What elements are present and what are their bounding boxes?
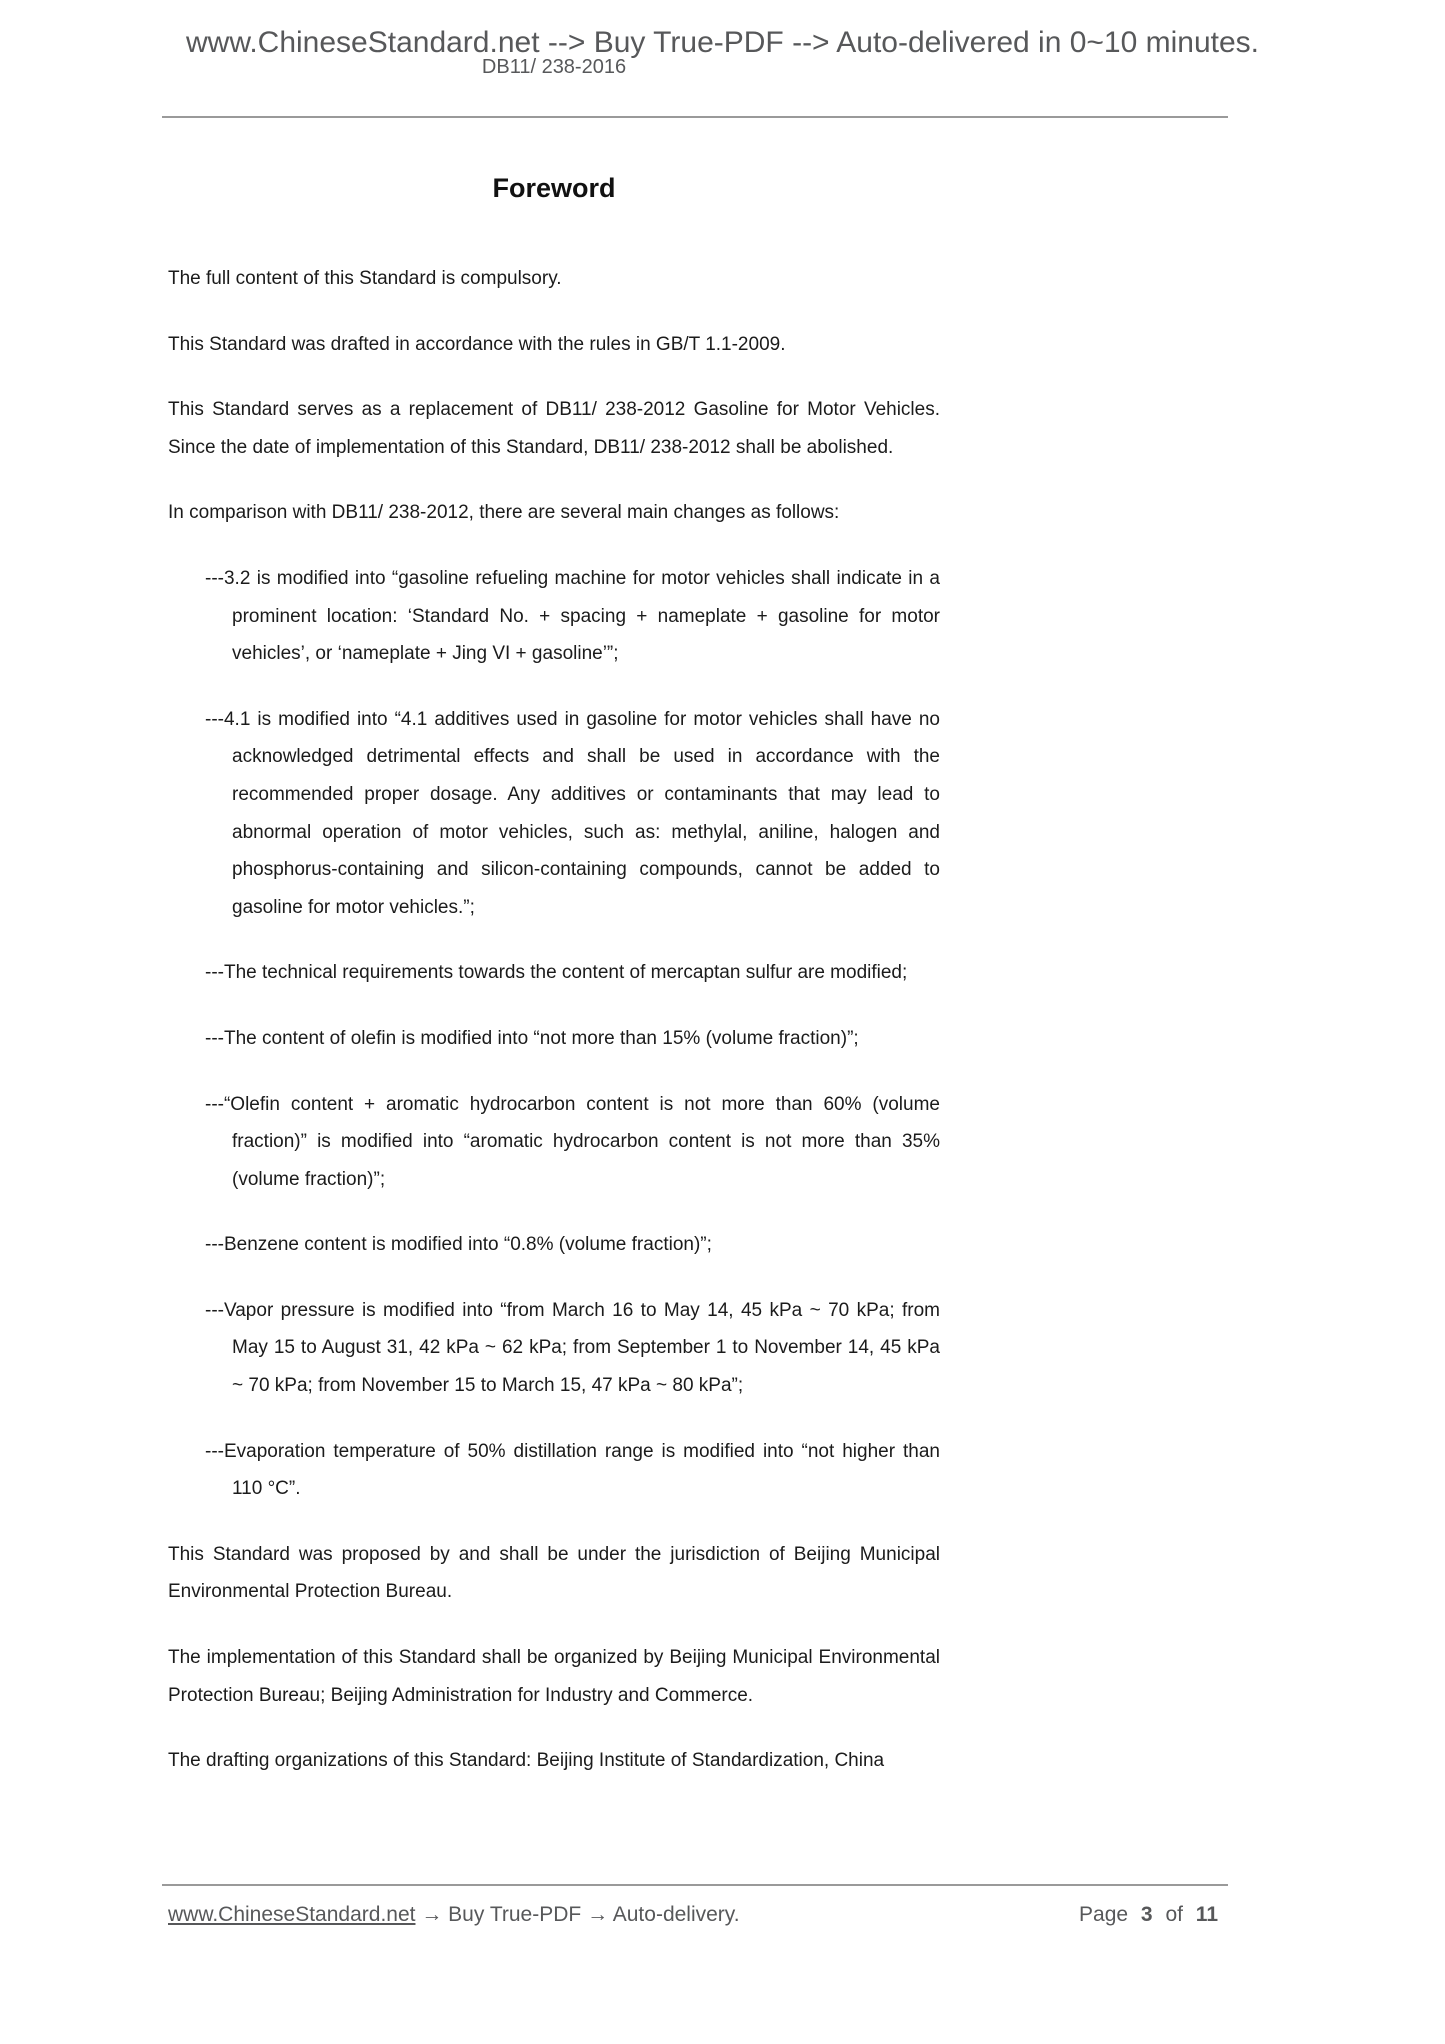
header-divider [162,116,1228,118]
change-item: ---Benzene content is modified into “0.8% (volume fraction)”; [205,1234,712,1256]
footer-buy-text: Buy True-PDF [448,1903,582,1926]
change-item: ---4.1 is modified into “4.1 additives used in gasoline for motor vehicles shall have no acknowledged detrimental effects and shall be used in accordance with the recommended proper dosage. Any additives or contaminants that may lead to abnormal operation of motor vehicles, such as: methylal, aniline, halogen and phosphorus-containing and silicon-containing compounds, cannot be added to gasoline for motor vehicles.”; [205,708,940,918]
change-item: ---The technical requirements towards the content of mercaptan sulfur are modified; [205,962,908,984]
of-word: of [1165,1903,1183,1926]
change-item: ---Evaporation temperature of 50% distillation range is modified into “not higher than 110 °C”. [205,1440,940,1500]
footer [168,1903,1218,1927]
page-word: Page [1079,1903,1129,1926]
arrow-right-icon: → [587,1903,609,1926]
paragraph-list [168,260,940,1780]
change-item: ---“Olefin content + aromatic hydrocarbon content is not more than 60% (volume fraction)” is modified into “aromatic hydrocarbon content is not more than 35% (volume fraction)”; [205,1093,940,1190]
footer-promo-line [168,1903,740,1927]
change-item: ---Vapor pressure is modified into “from March 16 to May 14, 45 kPa ~ 70 kPa; from May 15 to August 31, 42 kPa ~ 62 kPa; from September 1 to November 14, 45 kPa ~ 70 kPa; from November 15 to March 15, 47 kPa ~ 80 kPa”; [205,1299,940,1397]
page-indicator [1079,1903,1218,1927]
arrow-right-icon: → [421,1903,443,1926]
page-title: Foreword [492,173,616,203]
paragraph: The implementation of this Standard shall be organized by Beijing Municipal Environmental Protection Bureau; Beijing Administration for Industry and Commerce. [168,1647,940,1706]
paragraph: This Standard was drafted in accordance with the rules in GB/T 1.1-2009. [168,333,786,355]
paragraph: This Standard serves as a replacement of DB11/ 238-2012 Gasoline for Motor Vehicles. Since the date of implementation of this Standard, DB11/ 238-2012 shall be abolished. [168,399,940,458]
footer-site-link[interactable]: www.ChineseStandard.net [168,1903,416,1926]
paragraph: The full content of this Standard is compulsory. [168,268,562,289]
change-item: ---3.2 is modified into “gasoline refueling machine for motor vehicles shall indicate in a prominent location: ‘Standard No. + spacing + nameplate + gasoline for motor vehicles’, or ‘nameplate + Jing VI + gasoline’”; [205,567,940,665]
total-pages: 11 [1195,1903,1218,1926]
header-doc-number: DB11/ 238-2016 [481,56,627,78]
current-page-number: 3 [1140,1903,1153,1926]
footer-divider [162,1884,1228,1886]
footer-delivery-text: Auto-delivery. [612,1903,740,1926]
paragraph: The drafting organizations of this Standard: Beijing Institute of Standardization, China [168,1750,885,1772]
change-item: ---The content of olefin is modified into “not more than 15% (volume fraction)”; [205,1027,859,1049]
header-banner: www.ChineseStandard.net --> Buy True-PDF --> Auto-delivered in 0~10 minutes. [185,26,1260,59]
paragraph: In comparison with DB11/ 238-2012, there are several main changes as follows: [168,502,840,524]
paragraph: This Standard was proposed by and shall be under the jurisdiction of Beijing Municipal Environmental Protection Bureau. [168,1543,940,1603]
document-body [168,170,940,1808]
